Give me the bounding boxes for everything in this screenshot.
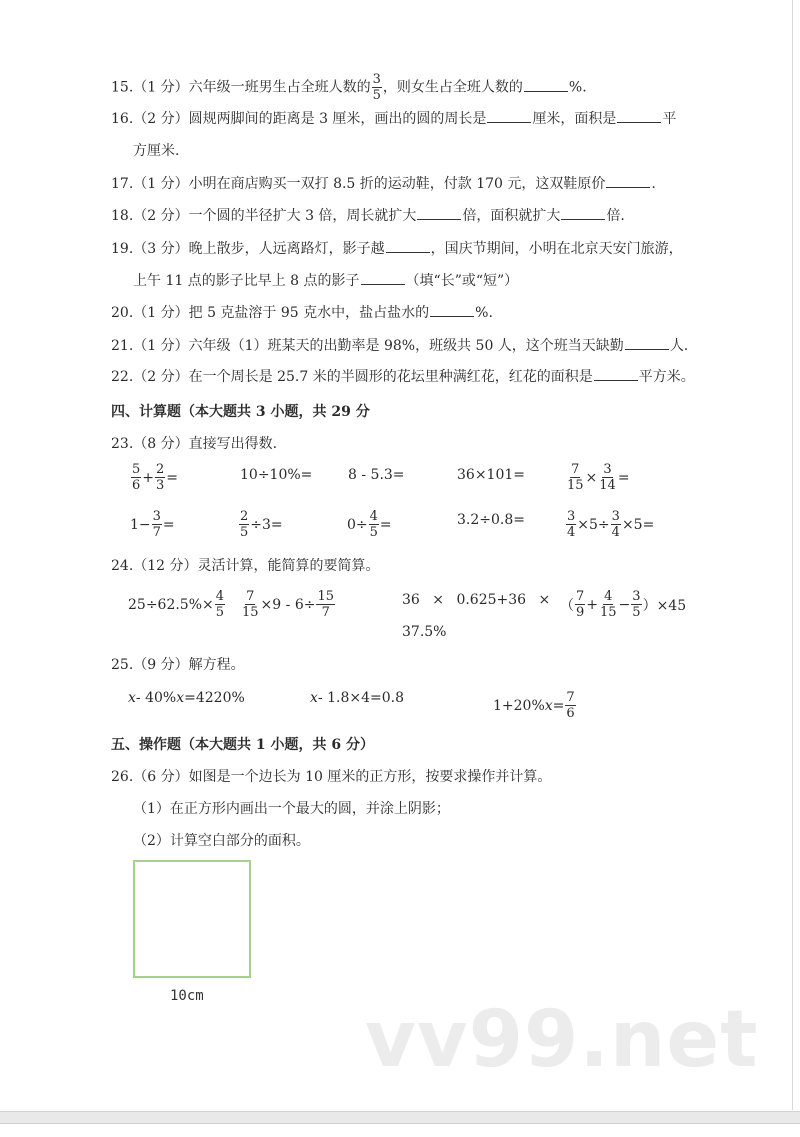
q19-mid: ，国庆节期间，小明在北京天安门旅游，: [430, 241, 683, 257]
numerator: 5: [132, 462, 141, 477]
question-26-title: 26.（6 分）如图是一个边长为 10 厘米的正方形，按要求操作并计算。: [111, 769, 552, 785]
expr-mid: ×5÷: [577, 516, 610, 533]
denominator: 4: [567, 525, 576, 540]
expr-24-4: [560, 589, 686, 620]
numerator: 3: [372, 72, 381, 87]
expr-24-2: [240, 589, 336, 620]
expr-mid: ×9 - 6÷: [260, 596, 316, 613]
numerator: 3: [567, 509, 576, 524]
denominator: 4: [611, 525, 620, 540]
q22-suffix: 平方米。: [638, 369, 695, 385]
numerator: 7: [246, 589, 255, 604]
answer-blank[interactable]: [617, 109, 661, 123]
watermark: vv99.net: [365, 995, 759, 1085]
answer-blank[interactable]: [524, 78, 568, 92]
expr-23-4: 36×101=: [457, 467, 525, 483]
question-25-title: 25.（9 分）解方程。: [111, 657, 245, 673]
fraction: [599, 589, 618, 620]
expr-23-9: 3.2÷0.8=: [457, 512, 525, 528]
question-24-title: 24.（12 分）灵活计算，能简算的要简算。: [111, 558, 380, 574]
q18-end: 倍.: [606, 208, 625, 224]
expr-23-7: [238, 509, 283, 540]
equals: =: [379, 516, 392, 533]
expr-prefix: 1+20%: [493, 697, 545, 714]
q17-text: 17.（1 分）小明在商店购买一双打 8.5 折的运动鞋，付款 170 元，这双鞋原价: [111, 176, 606, 192]
expr-23-5: [565, 462, 630, 493]
page-separator: [0, 1111, 800, 1124]
q20-text: 20.（1 分）把 5 克盐溶于 95 克水中，盐占盐水的: [111, 305, 430, 321]
question-18: [111, 206, 625, 226]
denominator: 6: [566, 706, 575, 721]
fraction: [369, 509, 379, 540]
numerator: 3: [152, 509, 161, 524]
variable: x: [176, 690, 185, 706]
denominator: 6: [132, 478, 141, 493]
answer-blank[interactable]: [625, 336, 669, 350]
paren-open: （: [560, 597, 574, 614]
expr-24-3-line1: 36 × 0.625+36 ×: [402, 592, 551, 608]
fraction: [372, 72, 382, 103]
expr-suffix: - 1.8×4=0.8: [317, 690, 404, 706]
q16-mid: 厘米，面积是: [532, 111, 617, 127]
denominator: 5: [372, 88, 381, 103]
question-26-sub2: （2）计算空白部分的面积。: [133, 833, 310, 849]
question-16-cont: 方厘米.: [133, 143, 180, 159]
numerator: 7: [576, 589, 585, 604]
fraction: [566, 509, 576, 540]
q22-text: 22.（2 分）在一个周长是 25.7 米的半圆形的花坛里种满红花，红花的面积是: [111, 369, 593, 385]
equals: =: [617, 469, 630, 486]
expr-24-1: [128, 589, 226, 620]
numerator: 4: [604, 589, 613, 604]
answer-blank[interactable]: [561, 206, 605, 220]
expr-prefix: 1−: [130, 516, 151, 533]
fraction: [316, 589, 335, 620]
q17-suffix: .: [651, 176, 656, 192]
operator: ×: [585, 469, 598, 486]
numerator: 7: [571, 462, 580, 477]
question-20: [111, 303, 493, 323]
question-22: [111, 367, 695, 387]
expr-24-3-line2: 37.5%: [402, 624, 447, 640]
fraction: [598, 462, 617, 493]
question-19-cont: [133, 271, 518, 291]
denominator: 7: [321, 605, 330, 620]
answer-blank[interactable]: [430, 303, 474, 317]
numerator: 3: [611, 509, 620, 524]
q19-line2: 上午 11 点的影子比早上 8 点的影子: [133, 273, 360, 289]
expr-23-10: [565, 509, 654, 540]
variable: x: [310, 690, 318, 706]
numerator: 4: [369, 509, 378, 524]
q16-text: 16.（2 分）圆规两脚间的距离是 3 厘米，画出的圆的周长是: [111, 111, 487, 127]
fraction: [631, 589, 641, 620]
fraction: [575, 589, 585, 620]
equation-25-2: [310, 690, 404, 706]
numerator: 7: [566, 690, 575, 705]
fraction: [566, 462, 585, 493]
denominator: 5: [369, 525, 378, 540]
paren-close: ）×45: [642, 597, 687, 614]
expr-suffix: =4220%: [184, 690, 245, 706]
variable: x: [128, 690, 136, 706]
question-26-sub1: （1）在正方形内画出一个最大的圆，并涂上阴影；: [133, 801, 450, 817]
operator: +: [142, 469, 155, 486]
question-19: [111, 239, 683, 259]
variable: x: [544, 697, 553, 714]
section-5-title: 五、操作题（本大题共 1 小题，共 6 分）: [111, 737, 374, 753]
equation-25-1: [128, 690, 245, 706]
answer-blank[interactable]: [417, 206, 461, 220]
q15-suffix: %.: [568, 79, 587, 96]
operator: +: [586, 596, 599, 613]
numerator: 15: [317, 589, 334, 604]
numerator: 2: [240, 509, 249, 524]
numerator: 2: [156, 462, 165, 477]
equals: =: [162, 516, 175, 533]
q15-mid: ，则女生占全班人数的: [382, 79, 523, 96]
q15-text: 15.（1 分）六年级一班男生占全班人数的: [111, 79, 371, 96]
fraction: [155, 462, 165, 493]
equals: =: [166, 469, 179, 486]
q18-mid: 倍，面积就扩大: [462, 208, 561, 224]
expr-prefix: 25÷62.5%×: [128, 596, 214, 613]
q19-text: 19.（3 分）晚上散步，人远离路灯，影子越: [111, 241, 385, 257]
q21-text: 21.（1 分）六年级（1）班某天的出勤率是 98%，班级共 50 人，这个班当天缺勤: [111, 338, 624, 354]
q21-suffix: 人.: [669, 338, 689, 354]
equals: =: [552, 697, 565, 714]
operator: −: [618, 596, 631, 613]
answer-blank[interactable]: [594, 367, 638, 381]
answer-blank[interactable]: [487, 109, 531, 123]
numerator: 3: [603, 462, 612, 477]
denominator: 15: [567, 478, 584, 493]
expr-23-3: 8 - 5.3=: [348, 467, 405, 483]
denominator: 5: [215, 605, 225, 620]
fraction: [565, 690, 575, 721]
q16-end: 平: [662, 111, 677, 127]
expr-mid: - 40%: [135, 690, 177, 706]
numerator: 3: [632, 589, 641, 604]
fraction: [239, 509, 249, 540]
q18-text: 18.（2 分）一个圆的半径扩大 3 倍，周长就扩大: [111, 208, 417, 224]
denominator: 3: [156, 478, 165, 493]
denominator: 9: [576, 605, 585, 620]
denominator: 15: [600, 605, 617, 620]
square-figure: [133, 860, 251, 978]
section-4-title: 四、计算题（本大题共 3 小题，共 29 分: [111, 404, 370, 420]
fraction: [152, 509, 162, 540]
fraction: [215, 589, 225, 620]
denominator: 15: [242, 605, 259, 620]
expr-suffix: ÷3=: [250, 516, 283, 533]
expr-23-6: [130, 509, 175, 540]
question-16: [111, 109, 676, 129]
answer-blank[interactable]: [606, 174, 650, 188]
question-23-title: 23.（8 分）直接写出得数.: [111, 436, 278, 452]
expr-suffix: ×5=: [621, 516, 655, 533]
equation-25-3: [493, 690, 577, 721]
denominator: 14: [599, 478, 616, 493]
q19-hint: （填“长”或“短”）: [405, 273, 519, 289]
numerator: 4: [215, 589, 225, 604]
denominator: 5: [240, 525, 249, 540]
expr-prefix: 0÷: [347, 516, 368, 533]
expr-23-1: [130, 462, 178, 493]
expr-23-2: 10÷10%=: [240, 467, 313, 483]
expr-23-8: [347, 509, 392, 540]
question-15: [111, 72, 587, 103]
denominator: 7: [152, 525, 161, 540]
fraction: [241, 589, 260, 620]
square-side-label: 10cm: [170, 988, 204, 1004]
question-17: [111, 174, 656, 194]
fraction: [131, 462, 141, 493]
fraction: [611, 509, 621, 540]
q20-suffix: %.: [475, 305, 493, 321]
answer-blank[interactable]: [386, 239, 430, 253]
denominator: 5: [632, 605, 641, 620]
question-21: [111, 336, 688, 356]
answer-blank[interactable]: [361, 271, 405, 285]
